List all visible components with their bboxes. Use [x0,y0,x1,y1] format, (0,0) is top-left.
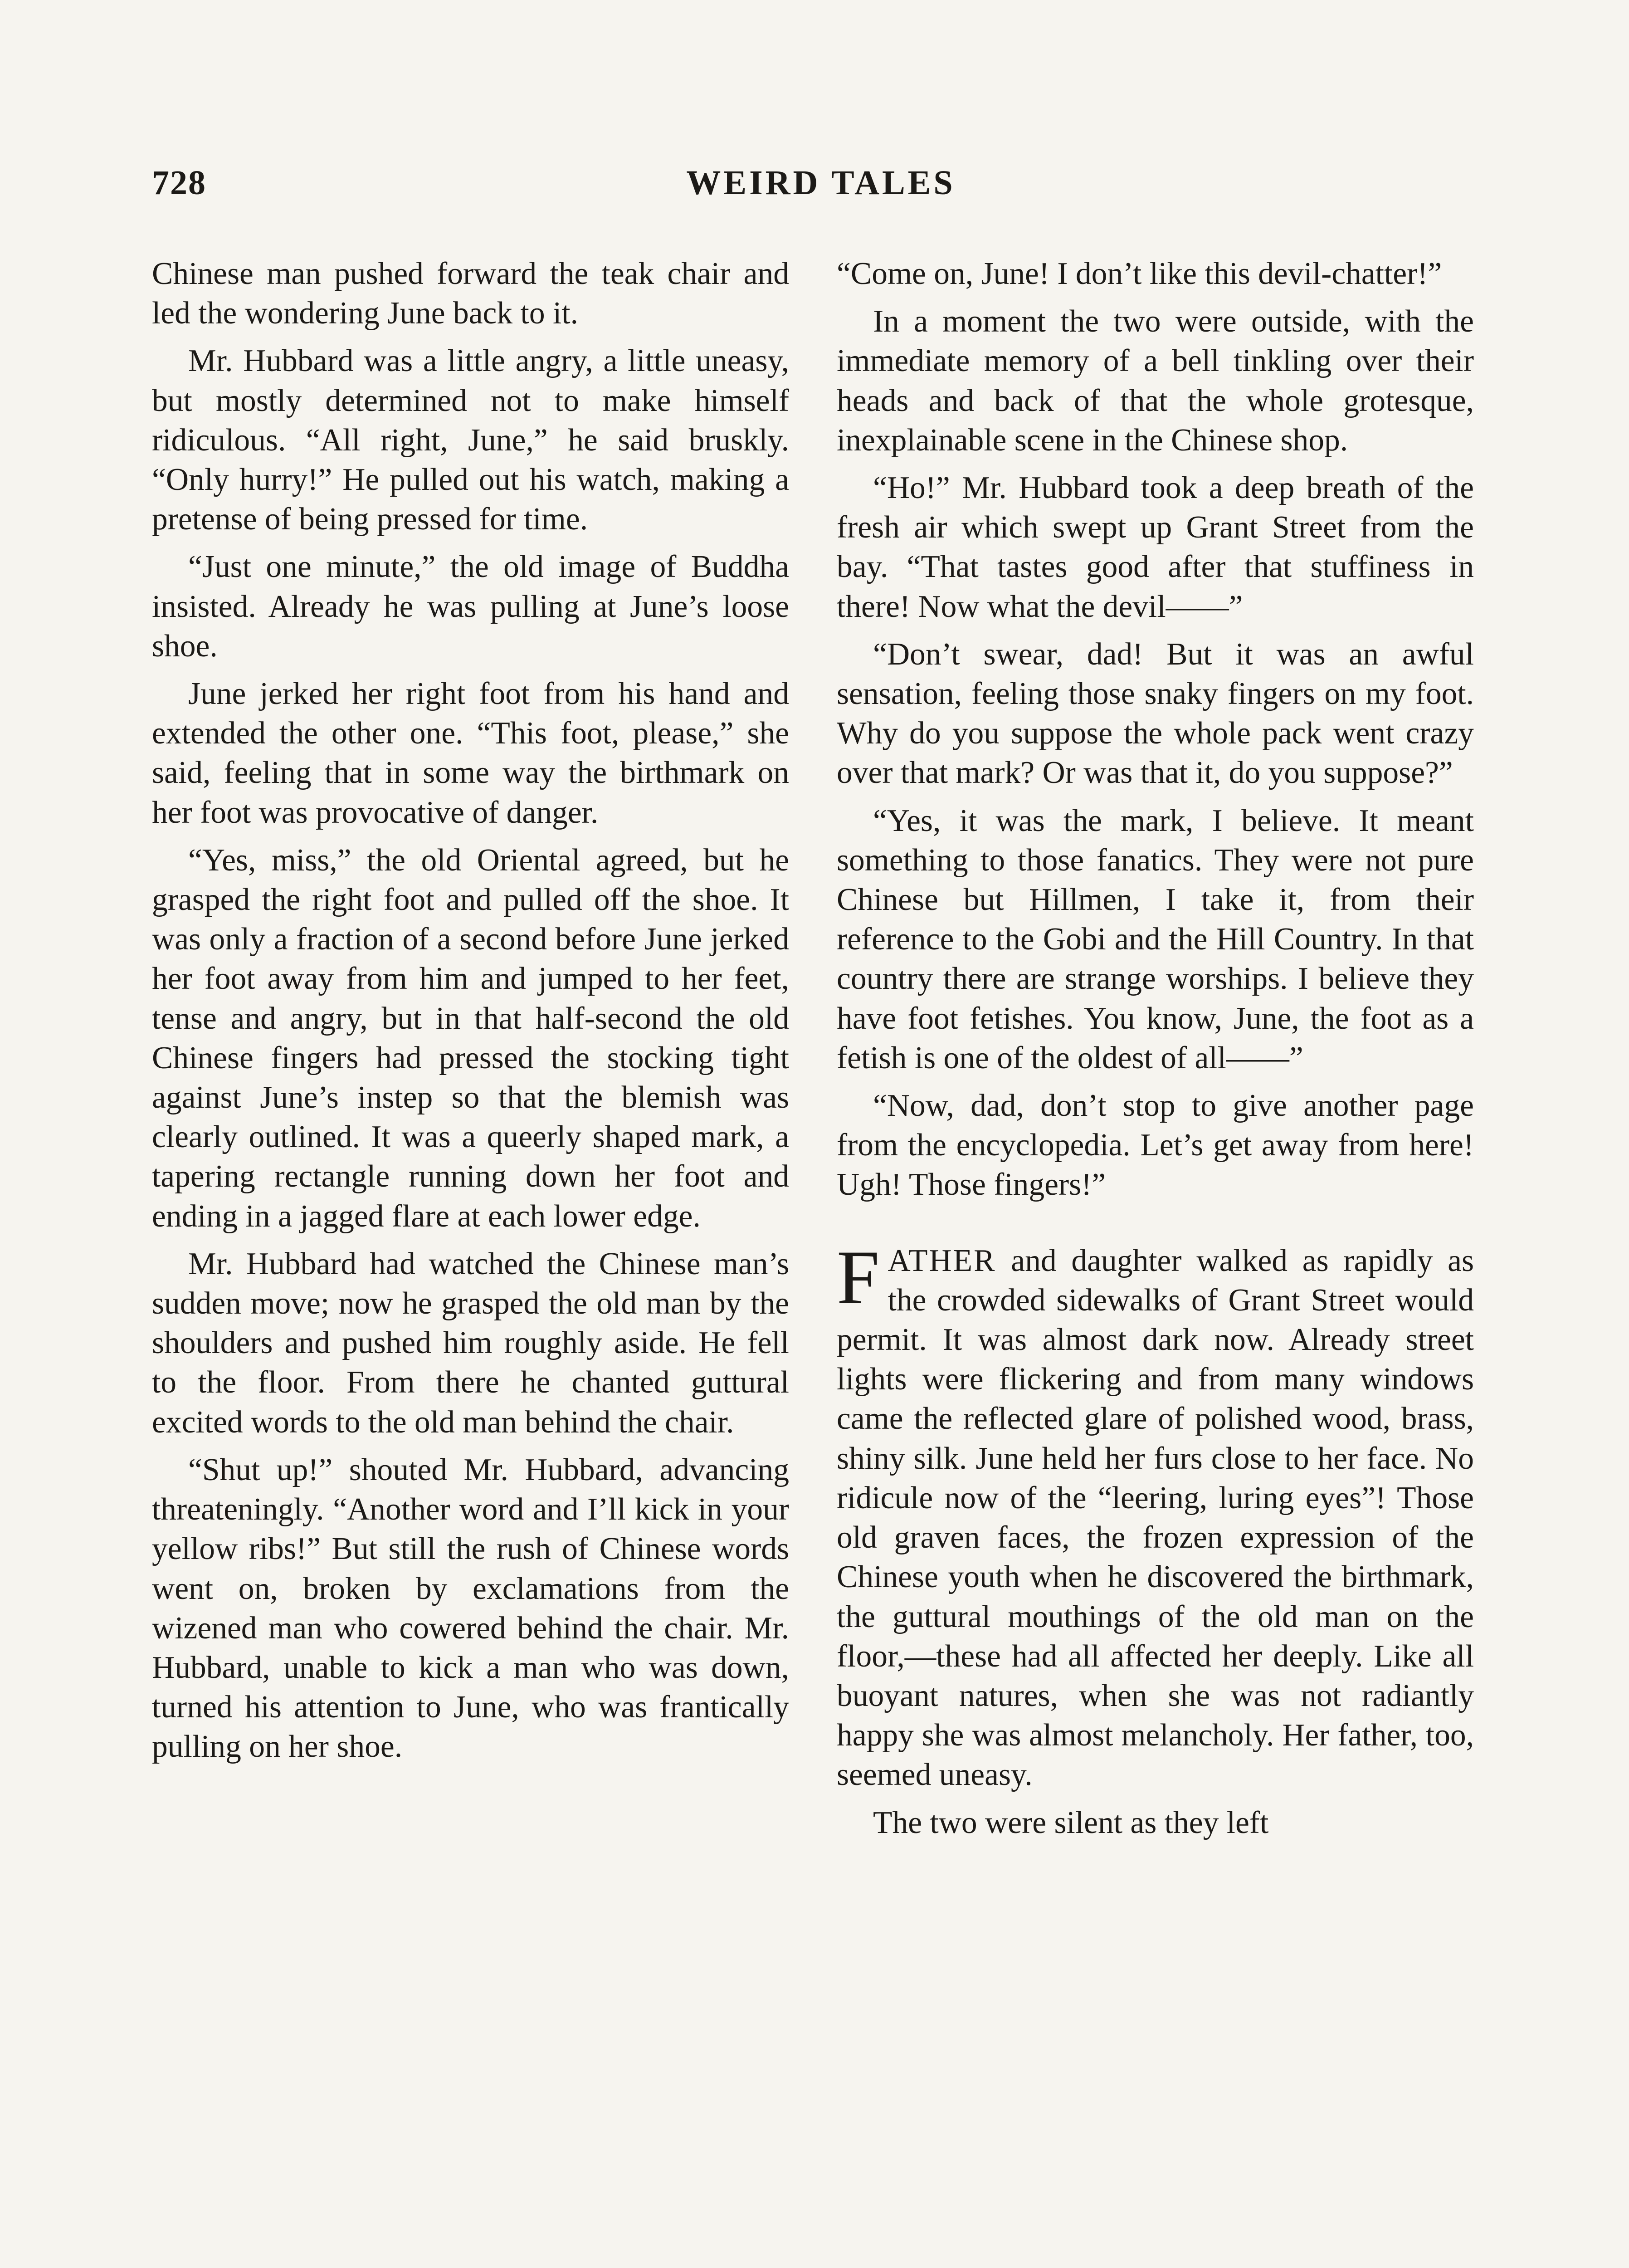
paragraph: “Come on, June! I don’t like this devil-chatter!” [837,256,1442,291]
paragraph: June jerked her right foot from his hand and extended the other one. “This foot, please,” she said, feeling that in some way the birthmark on her foot was provocative of danger. [152,676,789,830]
lead-in-small-caps: ATHER [888,1243,996,1278]
paragraph: Chinese man pushed forward the teak chair and led the wondering June back to it. [152,256,789,331]
drop-cap: F [837,1234,880,1320]
paragraph: Mr. Hubbard had watched the Chinese man’s sudden move; now he grasped the old man by the shoulders and pushed him roughly aside. He fell to the floor. From there he chanted guttural excited words to the old man behind the chair. [152,1246,789,1440]
paragraph: Mr. Hubbard was a little angry, a little uneasy, but mostly determined not to make himself ridiculous. “All right, June,” he said bruskly. “Only hurry!” He pulled out his watch, making a pretense of being pressed for time. [152,343,789,537]
paragraph: “Yes, it was the mark, I believe. It meant something to those fanatics. They were not pure Chinese but Hillmen, I take it, from their reference to the Gobi and the Hill Country. In that country there are strange worships. I believe they have foot fetishes. You know, June, the foot as a fetish is one of the oldest of all——” [837,803,1474,1075]
left-column [152,254,789,1775]
paragraph: “Ho!” Mr. Hubbard took a deep breath of the fresh air which swept up Grant Street from the bay. “That tastes good after that stuffiness in there! Now what the devil——” [837,470,1474,624]
paragraph: The two were silent as they left [873,1805,1269,1840]
page-header [152,163,1490,209]
paragraph: “Now, dad, don’t stop to give another page from the encyclopedia. Let’s get away from here! Ugh! Those fingers!” [837,1088,1474,1202]
running-head-title: WEIRD TALES [686,164,956,202]
section-start-paragraph [837,1234,1474,1795]
right-column [837,254,1474,1851]
paragraph: In a moment the two were outside, with the immediate memory of a bell tinkling over their heads and back of that the whole grotesque, inexplainable scene in the Chinese shop. [837,304,1474,458]
section-text: and daughter walked as rapidly as the crowded sidewalks of Grant Street would permit. It was almost dark now. Already street lights were flickering and from many windows came the reflected glare of polished wood, brass, shiny silk. June held her furs close to her face. No ridicule now of the “leering, luring eyes”! Those old graven faces, the frozen expression of the Chinese youth when he discovered the birthmark, the guttural mouthings of the old man on the floor,—these had all affected her deeply. Like all buoyant natures, when she was not radiantly happy she was almost melancholy. Her father, too, seemed uneasy. [837,1243,1474,1793]
paragraph: “Shut up!” shouted Mr. Hubbard, advancing threateningly. “Another word and I’ll kick in your yellow ribs!” But still the rush of Chinese words went on, broken by exclamations from the wizened man who cowered behind the chair. Mr. Hubbard, unable to kick a man who was down, turned his attention to June, who was frantically pulling on her shoe. [152,1452,789,1765]
paragraph: “Don’t swear, dad! But it was an awful sensation, feeling those snaky fingers on my foot. Why do you suppose the whole pack went crazy over that mark? Or was that it, do you suppose?” [837,636,1474,791]
paragraph: “Just one minute,” the old image of Buddha insisted. Already he was pulling at June’s loose shoe. [152,549,789,664]
page-number: 728 [152,164,206,202]
paragraph: “Yes, miss,” the old Oriental agreed, but he grasped the right foot and pulled off the shoe. It was only a fraction of a second before June jerked her foot away from him and jumped to her feet, tense and angry, but in that half-second the old Chinese fingers had pressed the stocking tight against June’s instep so that the blemish was clearly outlined. It was a queerly shaped mark, a tapering rectangle running down her foot and ending in a jagged flare at each lower edge. [152,842,789,1234]
